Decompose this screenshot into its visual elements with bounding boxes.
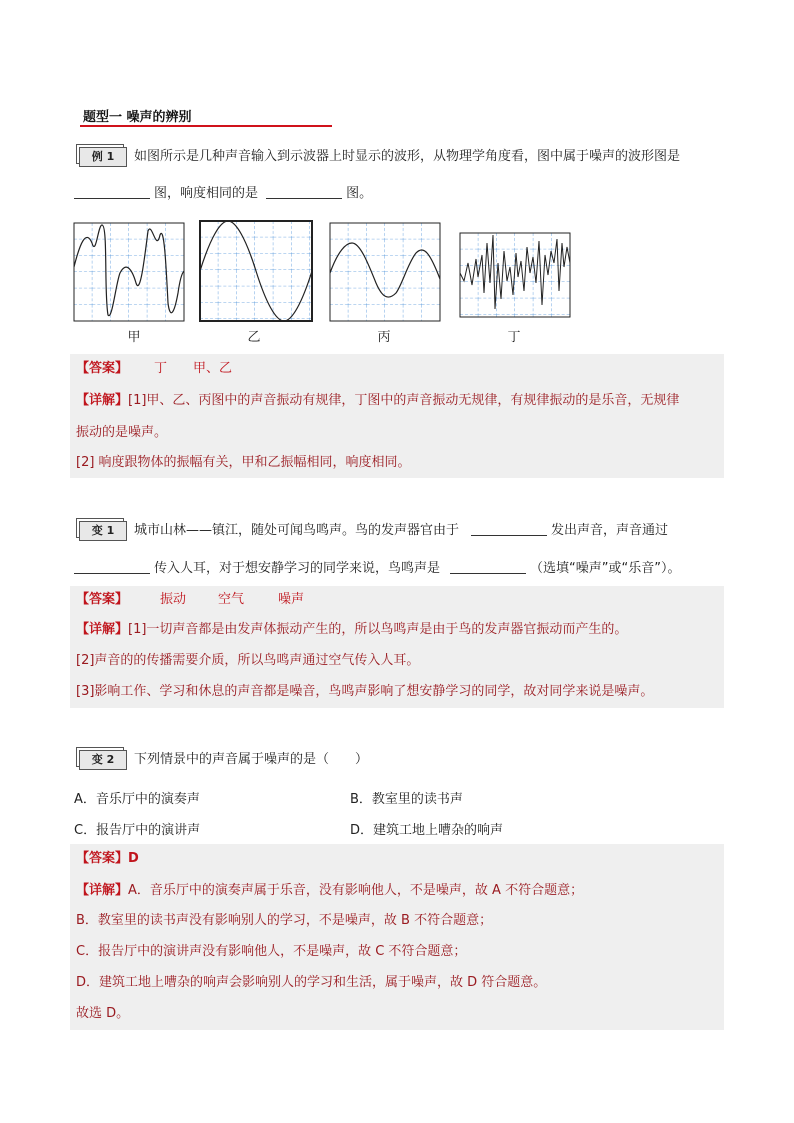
example-1-question-line1: 如图所示是几种声音输入到示波器上时显示的波形，从物理学角度看，图中属于噪声的波形图是 xyxy=(134,149,681,164)
variant-2-answer-box xyxy=(70,844,724,1030)
answer-blank xyxy=(450,560,526,574)
waveform-yi-icon xyxy=(200,221,312,321)
variant-1-question-line1: 城市山林——镇江，随处可闻鸟鸣声。鸟的发声器官由于 发出声音，声音通过 xyxy=(134,523,669,538)
example-1-detail-line1: 【详解】[1]甲、乙、丙图中的声音振动有规律，丁图中的声音振动无规律，有规律振动的是乐音，无规律 xyxy=(76,393,680,408)
variant-1-tag: 变 1 xyxy=(76,518,124,538)
waveform-ding-icon xyxy=(460,233,570,317)
waveform-label-yi: 乙 xyxy=(247,330,261,345)
variant-1-answer-box xyxy=(70,586,724,708)
variant-1-question-line2: 传入人耳，对于想安静学习的同学来说，鸟鸣声是 （选填“噪声”或“乐音”）。 xyxy=(74,559,680,579)
example-1-answer-box xyxy=(70,354,724,478)
answer-blank xyxy=(74,560,150,574)
example-1-tag: 例 1 xyxy=(76,144,124,164)
variant-2-detail-line2: B．教室里的读书声没有影响别人的学习，不是噪声，故 B 不符合题意； xyxy=(76,913,493,928)
option-c[interactable]: C．报告厅中的演讲声 xyxy=(74,823,201,838)
waveform-jia-icon xyxy=(74,223,184,321)
waveform-figures xyxy=(72,219,572,323)
variant-1-detail-line2: [2]声音的的传播需要介质，所以鸟鸣声通过空气传入人耳。 xyxy=(76,653,420,668)
answer-blank xyxy=(266,185,342,199)
example-1-question-line2: 图，响度相同的是 图。 xyxy=(74,184,372,204)
option-d[interactable]: D．建筑工地上嘈杂的响声 xyxy=(350,823,504,838)
option-b[interactable]: B．教室里的读书声 xyxy=(350,792,463,807)
variant-2-detail-line3: C．报告厅中的演讲声没有影响他人，不是噪声，故 C 不符合题意； xyxy=(76,944,467,959)
waveform-label-ding: 丁 xyxy=(507,330,521,345)
variant-2-detail-line5: 故选 D。 xyxy=(76,1006,130,1021)
variant-1-detail-line1: 【详解】[1]一切声音都是由发声体振动产生的，所以鸟鸣声是由于鸟的发声器官振动而产生的。 xyxy=(76,622,628,637)
variant-2-detail-line1: 【详解】A．音乐厅中的演奏声属于乐音，没有影响他人，不是噪声，故 A 不符合题意； xyxy=(76,883,584,898)
example-1-detail-line3: [2] 响度跟物体的振幅有关，甲和乙振幅相同，响度相同。 xyxy=(76,455,411,470)
option-a[interactable]: A．音乐厅中的演奏声 xyxy=(74,792,200,807)
answer-blank xyxy=(74,185,150,199)
example-1-answer: 【答案】 丁 甲、乙 xyxy=(76,361,233,376)
variant-2-detail-line4: D．建筑工地上嘈杂的响声会影响别人的学习和生活，属于噪声，故 D 符合题意。 xyxy=(76,975,547,990)
waveform-bing-icon xyxy=(330,223,440,321)
variant-2-tag: 变 2 xyxy=(76,747,124,767)
answer-blank xyxy=(471,522,547,536)
variant-2-question: 下列情景中的声音属于噪声的是（ ） xyxy=(134,752,369,767)
variant-1-answer: 【答案】 振动 空气 噪声 xyxy=(76,592,305,607)
section-title: 题型一 噪声的辨别 xyxy=(83,110,192,125)
variant-1-detail-line3: [3]影响工作、学习和休息的声音都是噪音，鸟鸣声影响了想安静学习的同学，故对同学来说是噪声。 xyxy=(76,684,654,699)
waveform-label-jia: 甲 xyxy=(127,330,141,345)
section-underline xyxy=(80,125,332,127)
waveform-label-bing: 丙 xyxy=(377,330,391,345)
variant-2-answer: 【答案】D xyxy=(76,851,139,866)
example-1-detail-line2: 振动的是噪声。 xyxy=(76,425,168,440)
